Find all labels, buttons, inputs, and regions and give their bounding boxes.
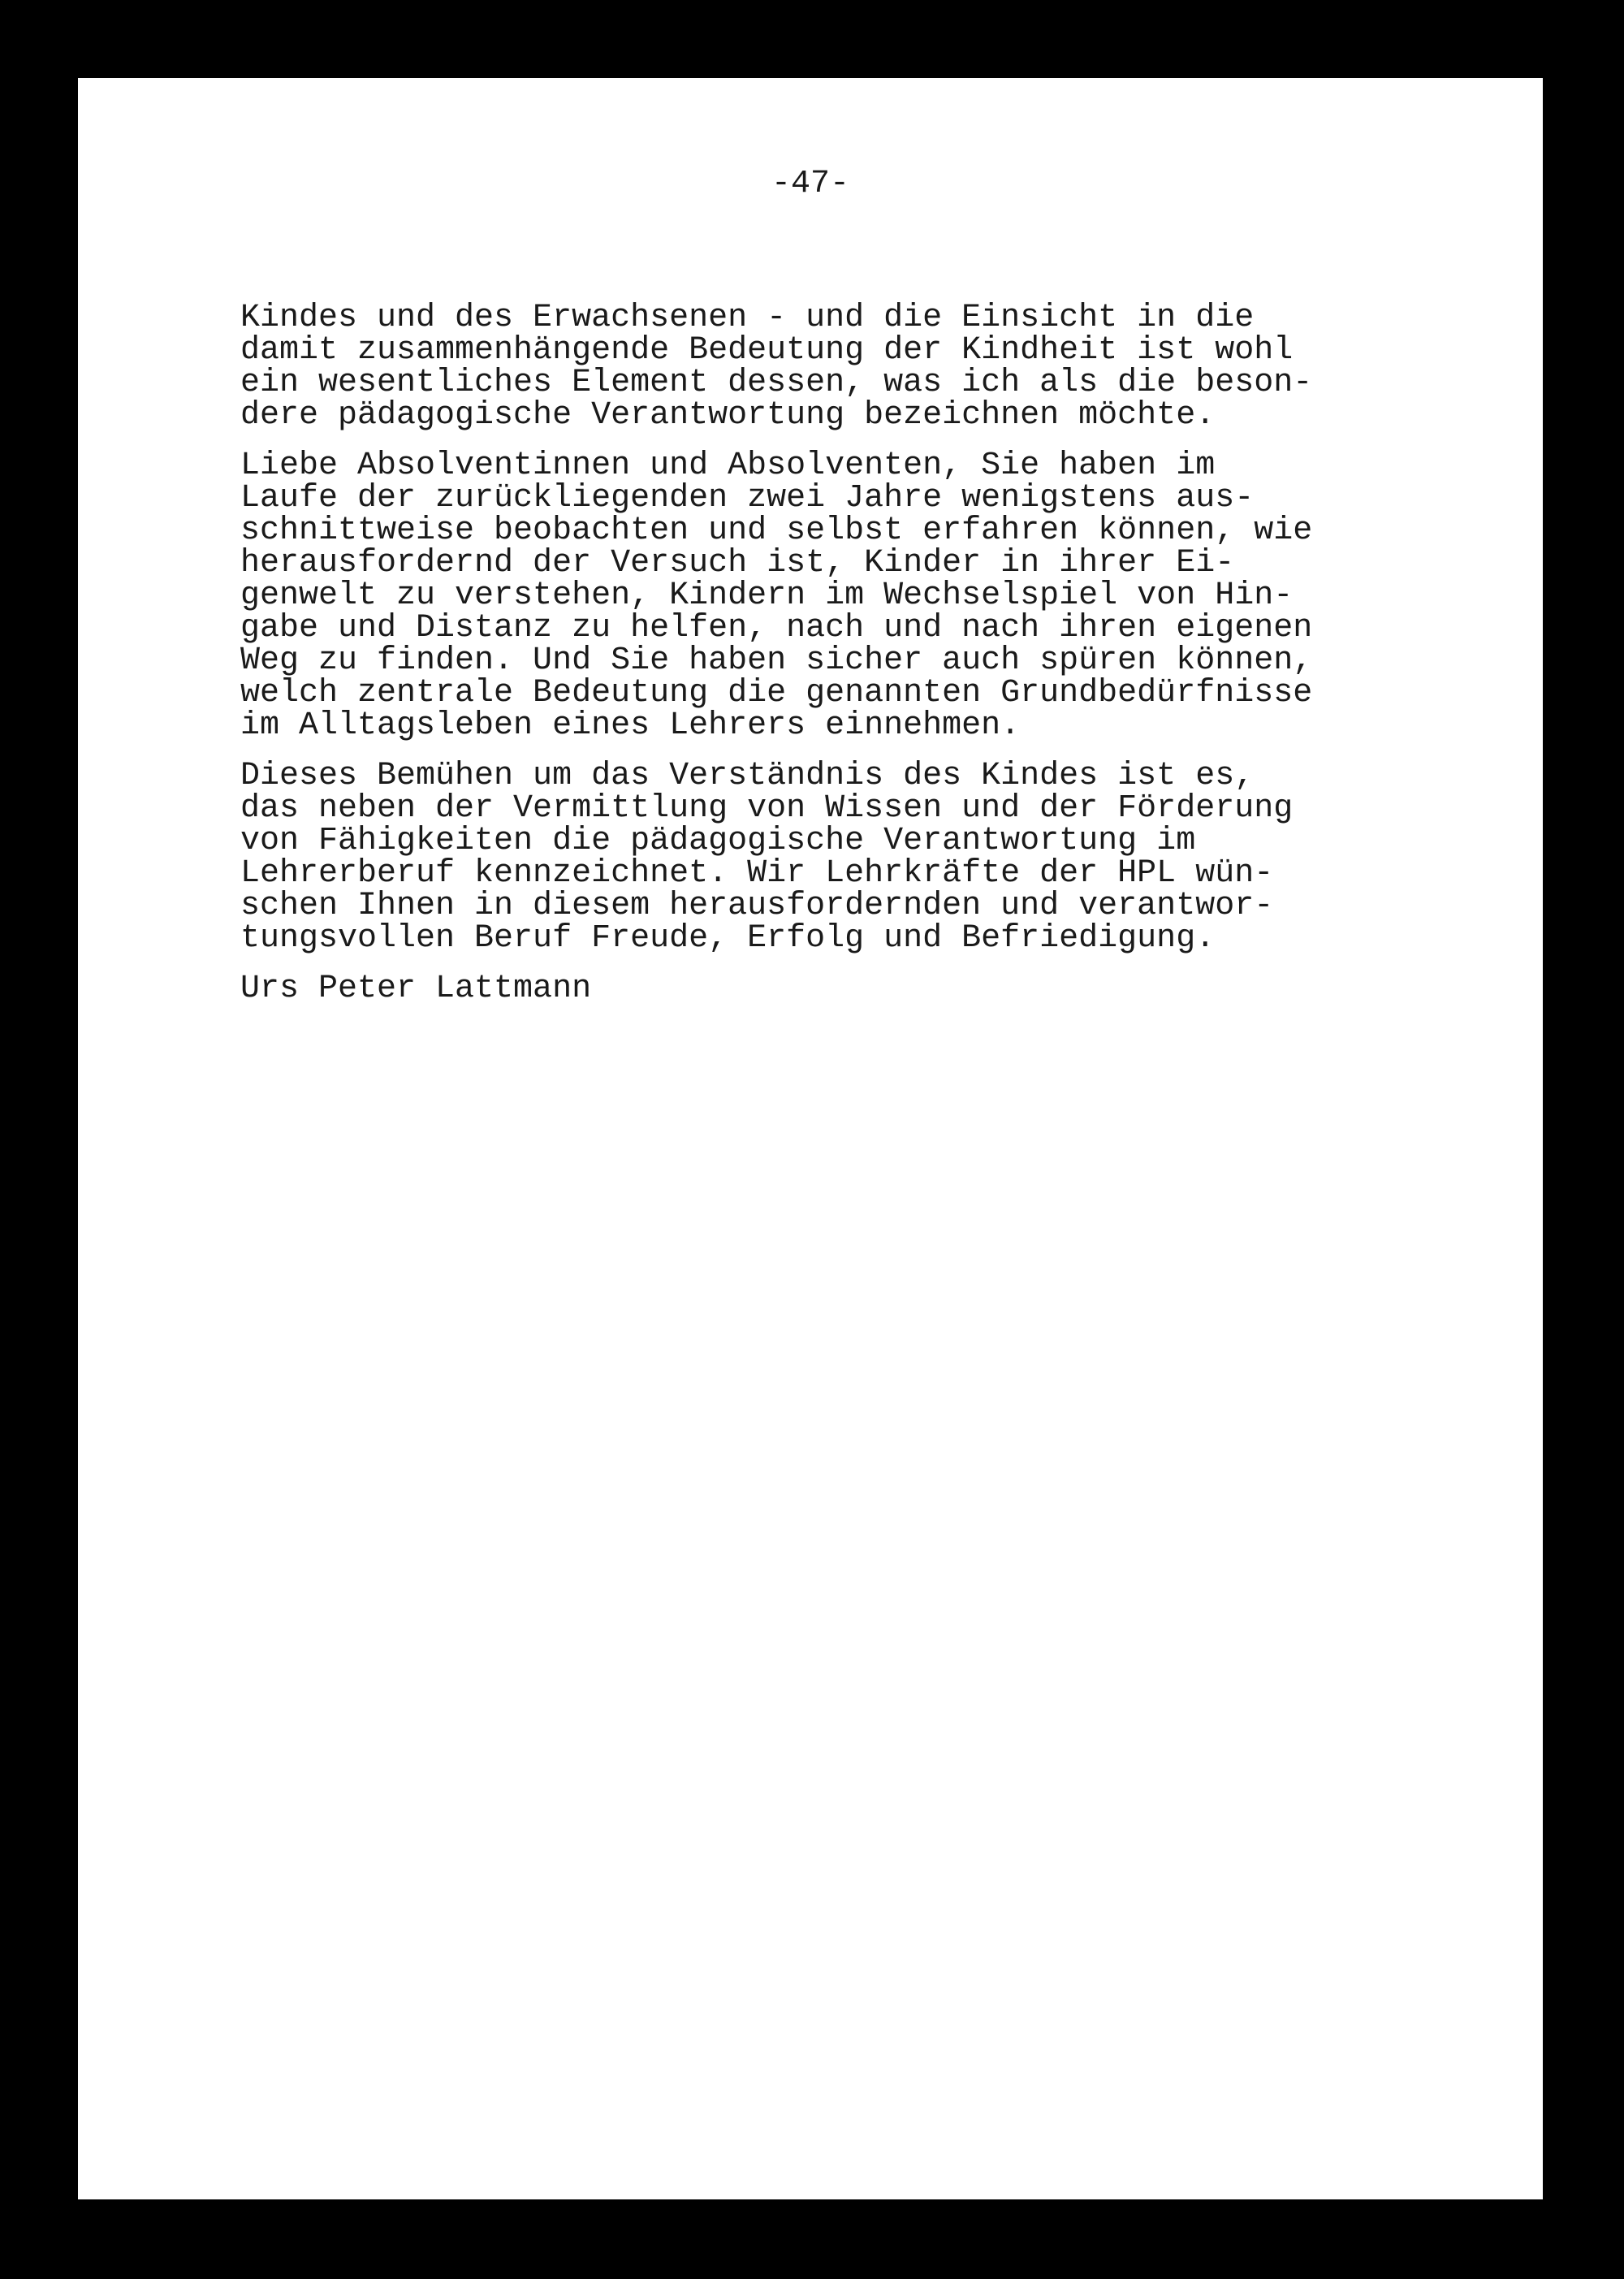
text-line: von Fähigkeiten die pädagogische Verantwortung im bbox=[240, 823, 1196, 859]
text-line: tungsvollen Beruf Freude, Erfolg und Befriedigung. bbox=[240, 920, 1216, 957]
text-line: Liebe Absolventinnen und Absolventen, Sie haben im bbox=[240, 448, 1216, 484]
signature bbox=[240, 973, 1418, 1005]
text-line: ein wesentliches Element dessen, was ich als die beson- bbox=[240, 365, 1313, 401]
body-text bbox=[240, 302, 1418, 1023]
text-line: damit zusammenhängende Bedeutung der Kindheit ist wohl bbox=[240, 332, 1294, 369]
paragraph-2 bbox=[240, 450, 1418, 742]
text-line: gabe und Distanz zu helfen, nach und nach ihren eigenen bbox=[240, 610, 1313, 647]
text-line: dere pädagogische Verantwortung bezeichnen möchte. bbox=[240, 397, 1216, 434]
text-line: Kindes und des Erwachsenen - und die Einsicht in die bbox=[240, 300, 1255, 336]
document-page bbox=[78, 78, 1543, 2199]
text-line: im Alltagsleben eines Lehrers einnehmen. bbox=[240, 707, 1021, 744]
text-line: das neben der Vermittlung von Wissen und der Förderung bbox=[240, 790, 1294, 827]
page-number: -47- bbox=[771, 166, 849, 202]
text-line: herausfordernd der Versuch ist, Kinder in ihrer Ei- bbox=[240, 545, 1235, 582]
text-line: Laufe der zurückliegenden zwei Jahre wenigstens aus- bbox=[240, 480, 1255, 517]
text-line: schnittweise beobachten und selbst erfahren können, wie bbox=[240, 512, 1313, 549]
author-name: Urs Peter Lattmann bbox=[240, 971, 592, 1007]
text-line: schen Ihnen in diesem herausfordernden und verantwor- bbox=[240, 888, 1274, 924]
text-line: Weg zu finden. Und Sie haben sicher auch spüren können, bbox=[240, 642, 1313, 679]
text-line: genwelt zu verstehen, Kindern im Wechselspiel von Hin- bbox=[240, 577, 1294, 614]
paragraph-3 bbox=[240, 760, 1418, 955]
paragraph-1 bbox=[240, 302, 1418, 432]
text-line: Dieses Bemühen um das Verständnis des Kindes ist es, bbox=[240, 758, 1255, 794]
text-line: Lehrerberuf kennzeichnet. Wir Lehrkräfte der HPL wün- bbox=[240, 855, 1274, 892]
text-line: welch zentrale Bedeutung die genannten Grundbedürfnisse bbox=[240, 675, 1313, 711]
